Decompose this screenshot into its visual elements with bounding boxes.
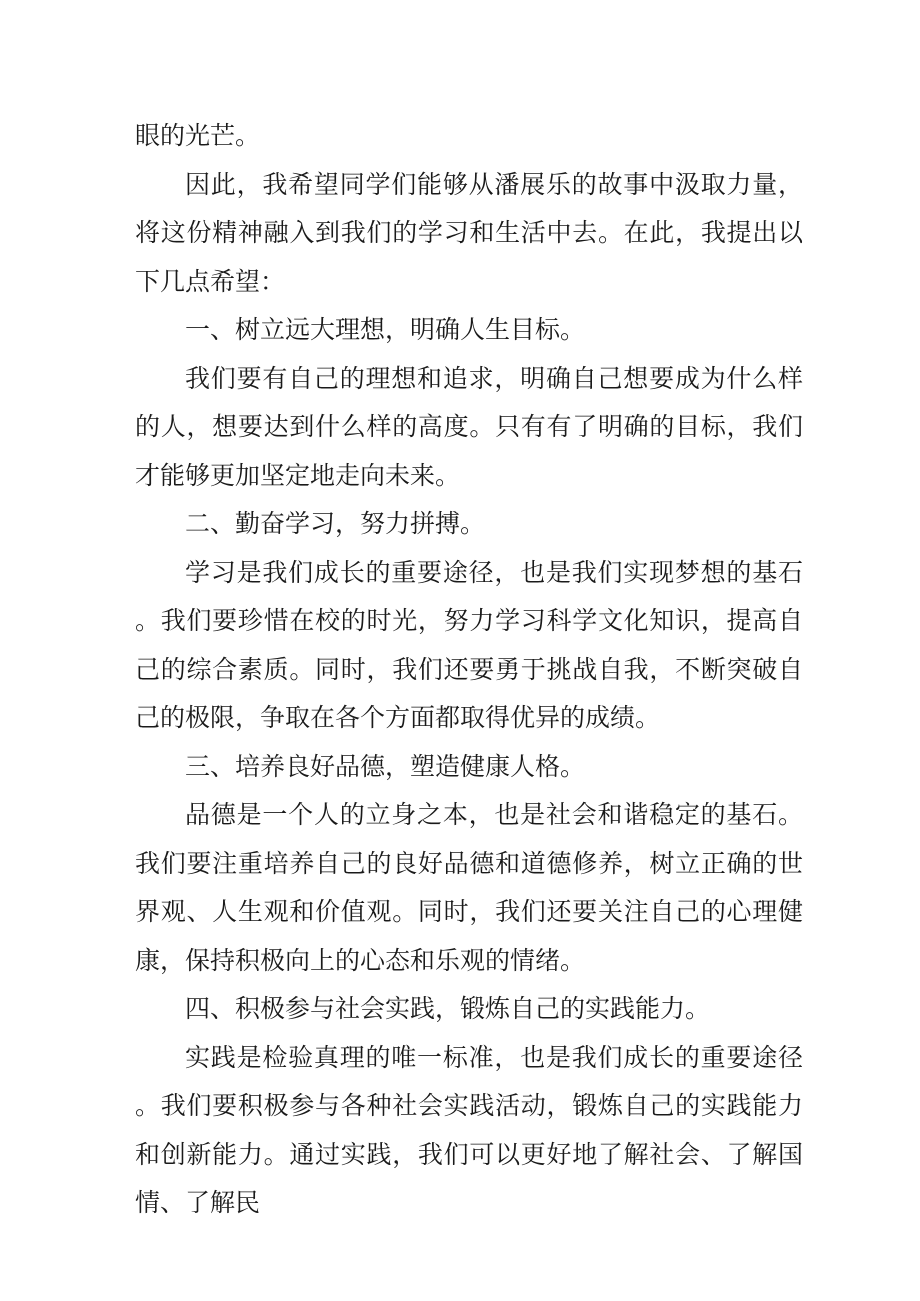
heading-point-2: 二、勤奋学习，努力拼搏。 [185,509,486,538]
heading-point-1: 一、树立远大理想，明确人生目标。 [185,315,586,344]
document-body [135,112,803,1228]
paragraph-point-4: 实践是检验真理的唯一标准，也是我们成长的重要途径。我们要积极参与各种社会实践活动，锻炼自己的实践能力和创新能力。通过实践，我们可以更好地了解社会、了解国情、了解民 [135,1042,803,1217]
heading-point-4: 四、积极参与社会实践，锻炼自己的实践能力。 [185,994,711,1023]
paragraph-point-3: 品德是一个人的立身之本，也是社会和谐稳定的基石。我们要注重培养自己的良好品德和道德修养，树立正确的世界观、人生观和价值观。同时，我们还要关注自己的心理健康，保持积极向上的心态和乐观的情绪。 [135,800,803,975]
paragraph-intro: 因此，我希望同学们能够从潘展乐的故事中汲取力量，将这份精神融入到我们的学习和生活中去。在此，我提出以下几点希望： [135,169,803,296]
paragraph-point-1: 我们要有自己的理想和追求，明确自己想要成为什么样的人，想要达到什么样的高度。只有有了明确的目标，我们才能够更加坚定地走向未来。 [135,363,803,490]
heading-point-3: 三、培养良好品德，塑造健康人格。 [185,751,586,781]
paragraph-point-2: 学习是我们成长的重要途径，也是我们实现梦想的基石。我们要珍惜在校的时光，努力学习科学文化知识，提高自己的综合素质。同时，我们还要勇于挑战自我，不断突破自己的极限，争取在各个方面都取得优异的成绩。 [135,557,803,732]
paragraph-continuation: 眼的光芒。 [135,121,261,150]
